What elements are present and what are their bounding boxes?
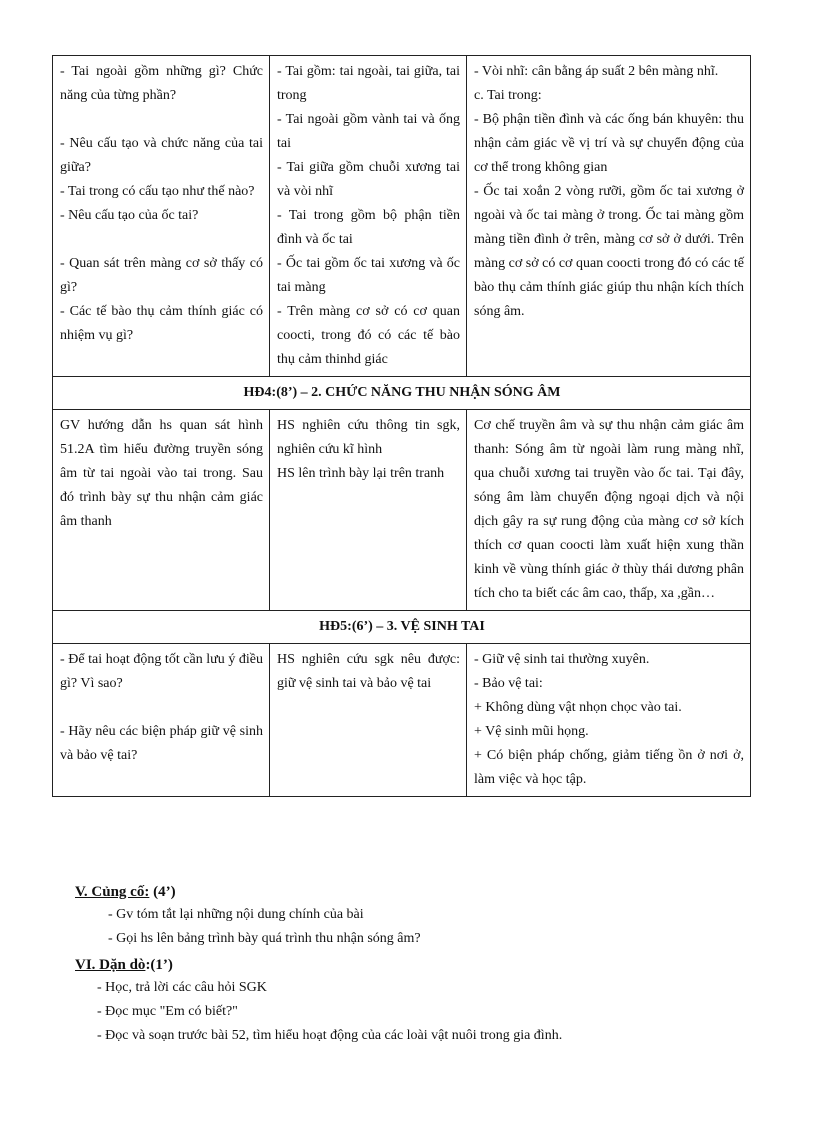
answer-text: - Tai gồm: tai ngoài, tai giữa, tai trong <box>277 64 460 103</box>
table-row <box>53 644 751 797</box>
teacher-questions-cell <box>53 644 270 797</box>
student-answers-cell <box>270 644 467 797</box>
list-item: - Đọc mục "Em có biết?" <box>97 1004 238 1019</box>
list-item: - Đọc và soạn trước bài 52, tìm hiểu hoạt động của các loài vật nuôi trong gia đình. <box>97 1028 563 1043</box>
spacer <box>60 108 263 132</box>
table-row <box>53 611 751 644</box>
section-title <box>75 955 173 975</box>
section-title-text: VI. Dặn dò <box>75 957 146 973</box>
content-text: c. Tai trong: <box>474 88 542 103</box>
answer-text: - Ốc tai gồm ốc tai xương và ốc tai màng <box>277 256 460 295</box>
answer-text: - Tai ngoài gồm vành tai và ống tai <box>277 112 460 151</box>
question-text: - Tai ngoài gồm những gì? Chức năng của từng phần? <box>60 64 263 103</box>
student-activity-cell <box>270 410 467 611</box>
list-item: - Gv tóm tắt lại những nội dung chính của bài <box>108 907 364 922</box>
teacher-questions-cell <box>53 56 270 377</box>
section-time: (4’) <box>149 884 176 900</box>
list-item: - Học, trả lời các câu hỏi SGK <box>97 980 267 995</box>
section-time: :(1’) <box>145 957 173 973</box>
teacher-activity-cell <box>53 410 270 611</box>
question-text: - Nêu cấu tạo của ốc tai? <box>60 208 199 223</box>
table-row <box>53 377 751 410</box>
question-text: - Nêu cấu tạo và chức năng của tai giữa? <box>60 136 263 175</box>
lesson-table <box>52 55 751 797</box>
content-text: - Bảo vệ tai: <box>474 676 543 691</box>
activity-5-heading: HĐ5:(6’) – 3. VỆ SINH TAI <box>53 611 751 644</box>
question-text: - Để tai hoạt động tốt cần lưu ý điều gì? Vì sao? <box>60 652 263 691</box>
content-text: - Ốc tai xoắn 2 vòng rưỡi, gồm ốc tai xương ở ngoài và ốc tai màng ở trong. Ốc tai màng gồm màng tiền đình ở trên, màng cơ sở ở dưới. Trên màng cơ sở có cơ quan coocti trong đó có các tế bào thụ cảm thính giác giúp thu nhận kích thích sóng âm. <box>474 184 744 319</box>
spacer <box>60 228 263 252</box>
content-text: - Vòi nhĩ: cân bằng áp suất 2 bên màng nhĩ. <box>474 64 719 79</box>
section-title <box>75 882 176 902</box>
content-text: - Giữ vệ sinh tai thường xuyên. <box>474 652 650 667</box>
question-text: - Quan sát trên màng cơ sở thấy có gì? <box>60 256 263 295</box>
activity-text: GV hướng dẫn hs quan sát hình 51.2A tìm hiểu đường truyền sóng âm từ tai ngoài vào tai trong. Sau đó trình bày sự thu nhận cảm giác âm thanh <box>60 418 263 529</box>
answer-text: - Tai giữa gồm chuỗi xương tai và vòi nhĩ <box>277 160 460 199</box>
content-cell <box>467 56 751 377</box>
student-answers-cell <box>270 56 467 377</box>
table-row <box>53 410 751 611</box>
content-text: + Vệ sinh mũi họng. <box>474 724 589 739</box>
question-text: - Hãy nêu các biện pháp giữ vệ sinh và bảo vệ tai? <box>60 724 263 763</box>
content-cell <box>467 644 751 797</box>
answer-text: - Tai trong gồm bộ phận tiền đình và ốc tai <box>277 208 460 247</box>
spacer <box>60 696 263 720</box>
activity-text: HS nghiên cứu thông tin sgk, nghiên cứu kĩ hình <box>277 418 460 457</box>
activity-text: HS lên trình bày lại trên tranh <box>277 466 445 481</box>
content-text: - Bộ phận tiền đình và các ống bán khuyên: thu nhận cảm giác về vị trí và sự chuyển động của cơ thể trong không gian <box>474 112 744 175</box>
question-text: - Tai trong có cấu tạo như thế nào? <box>60 184 255 199</box>
answer-text: - Trên màng cơ sở có cơ quan coocti, trong đó có các tế bào thụ cảm thinhd giác <box>277 304 460 367</box>
list-item: - Gọi hs lên bảng trình bày quá trình thu nhận sóng âm? <box>108 931 421 946</box>
table-row <box>53 56 751 377</box>
activity-4-heading: HĐ4:(8’) – 2. CHỨC NĂNG THU NHẬN SÓNG ÂM <box>53 377 751 410</box>
question-text: - Các tế bào thụ cảm thính giác có nhiệm vụ gì? <box>60 304 263 343</box>
section-title-text: V. Củng cố: <box>75 884 150 900</box>
content-text: Cơ chế truyền âm và sự thu nhận cảm giác âm thanh: Sóng âm từ ngoài làm rung màng nhĩ, qua chuỗi xương tai truyền vào ốc tai. Tại đây, sóng âm làm chuyển động ngoại dịch và nội dịch gây ra sự rung động của màng cơ sở kích thích cơ quan coocti làm xuất hiện xung thần kinh về vùng thính giác ở thùy thái dương phân tích cho ta biết các âm cao, thấp, xa ,gần… <box>474 418 744 601</box>
answer-text: HS nghiên cứu sgk nêu được: giữ vệ sinh tai và bảo vệ tai <box>277 652 460 691</box>
content-text: + Không dùng vật nhọn chọc vào tai. <box>474 700 682 715</box>
content-cell <box>467 410 751 611</box>
content-text: + Có biện pháp chống, giảm tiếng ồn ở nơi ở, làm việc và học tập. <box>474 748 744 787</box>
